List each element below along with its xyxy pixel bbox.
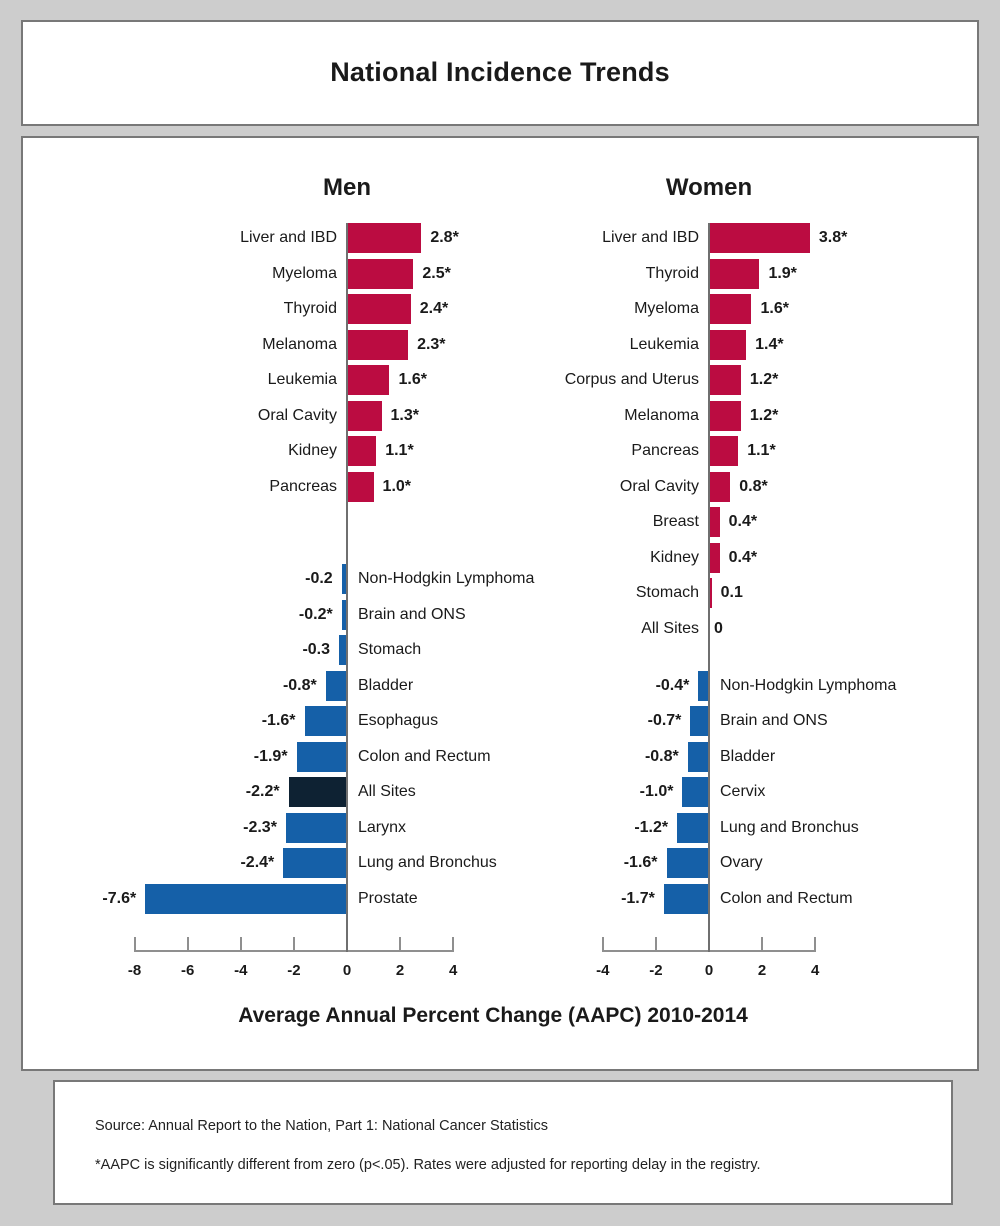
x-axis-tick-men-4 — [452, 937, 454, 950]
value-label-women-pancreas: 1.1* — [747, 442, 776, 459]
value-label-women-cervix: -1.0* — [639, 783, 674, 800]
category-label-men-myeloma: Myeloma — [272, 264, 337, 282]
bar-women-kidney — [709, 543, 720, 573]
category-label-women-bladder: Bladder — [720, 747, 776, 765]
value-label-women-bladder: -0.8* — [644, 747, 679, 765]
value-label-men-stomach: -0.3 — [302, 641, 331, 658]
value-label-women-ovary: -1.6* — [623, 854, 658, 871]
bar-women-brain-and-ons — [690, 706, 709, 736]
bar-women-cervix — [682, 777, 709, 807]
category-label-women-cervix: Cervix — [720, 783, 766, 800]
x-axis-tick-label-women-0: 0 — [704, 962, 714, 979]
x-axis-tick-men--4 — [240, 937, 242, 950]
x-axis-tick-label-women--4: -4 — [596, 962, 610, 979]
category-label-men-leukemia: Leukemia — [267, 371, 337, 388]
category-label-men-bladder: Bladder — [358, 676, 414, 694]
x-axis-tick-men--6 — [187, 937, 189, 950]
value-label-men-melanoma: 2.3* — [417, 335, 446, 353]
bar-women-leukemia — [709, 330, 746, 360]
value-label-women-leukemia: 1.4* — [755, 335, 784, 353]
value-label-women-liver-and-ibd: 3.8* — [818, 229, 848, 246]
x-axis-tick-women--4 — [602, 937, 604, 950]
value-label-men-prostate: -7.6* — [102, 889, 137, 907]
x-axis-tick-label-men--8: -8 — [127, 962, 142, 979]
bar-women-oral-cavity — [709, 472, 730, 502]
category-label-men-esophagus: Esophagus — [358, 712, 439, 729]
bar-women-breast — [709, 507, 720, 537]
category-label-men-kidney: Kidney — [288, 442, 337, 459]
category-label-men-colon-and-rectum: Colon and Rectum — [358, 747, 491, 765]
category-label-men-all-sites: All Sites — [358, 783, 416, 800]
x-axis-tick-label-men-2: 2 — [395, 962, 405, 979]
x-axis-line-men — [134, 950, 455, 952]
x-axis-tick-label-men--6: -6 — [181, 962, 195, 979]
bar-women-colon-and-rectum — [664, 884, 709, 914]
value-label-women-brain-and-ons: -0.7* — [647, 712, 682, 729]
chart-panel — [21, 136, 979, 1071]
value-label-men-thyroid: 2.4* — [419, 300, 449, 317]
category-label-women-oral-cavity: Oral Cavity — [619, 477, 699, 495]
value-label-women-thyroid: 1.9* — [768, 264, 797, 282]
footnote-text: *AAPC is significantly different from zero (p<.05). Rates were adjusted for reporting delay in the registry. — [95, 1157, 761, 1173]
category-label-women-corpus-and-uterus: Corpus and Uterus — [564, 371, 699, 388]
category-label-men-brain-and-ons: Brain and ONS — [358, 605, 466, 623]
category-label-men-liver-and-ibd: Liver and IBD — [240, 229, 337, 246]
category-label-men-stomach: Stomach — [358, 641, 422, 658]
value-label-men-larynx: -2.3* — [243, 818, 277, 836]
source-text: Source: Annual Report to the Nation, Part 1: National Cancer Statistics — [95, 1118, 548, 1134]
value-label-men-pancreas: 1.0* — [382, 477, 412, 495]
x-axis-tick-women--2 — [655, 937, 657, 950]
x-axis-tick-label-men-4: 4 — [449, 962, 458, 979]
x-axis-title: Average Annual Percent Change (AAPC) 2010-2014 — [238, 1004, 748, 1027]
page-title: National Incidence Trends — [330, 57, 670, 87]
category-label-women-colon-and-rectum: Colon and Rectum — [720, 889, 853, 907]
value-label-women-lung-and-bronchus: -1.2* — [634, 818, 669, 836]
value-label-men-non-hodgkin-lymphoma: -0.2 — [305, 570, 333, 587]
chart-title-men: Men — [323, 174, 371, 201]
value-label-men-colon-and-rectum: -1.9* — [253, 747, 288, 765]
value-label-men-brain-and-ons: -0.2* — [298, 605, 333, 623]
x-axis-tick-label-men--4: -4 — [234, 962, 248, 979]
value-label-women-colon-and-rectum: -1.7* — [621, 889, 655, 907]
value-label-women-stomach: 0.1 — [720, 584, 743, 601]
category-label-women-kidney: Kidney — [650, 548, 699, 566]
value-label-men-myeloma: 2.5* — [422, 264, 451, 282]
category-label-women-thyroid: Thyroid — [645, 264, 699, 282]
bar-women-bladder — [688, 742, 709, 772]
x-axis-tick-men--8 — [134, 937, 136, 950]
category-label-women-breast: Breast — [652, 513, 699, 530]
value-label-women-corpus-and-uterus: 1.2* — [749, 371, 779, 388]
bar-women-lung-and-bronchus — [677, 813, 709, 843]
category-label-women-all-sites: All Sites — [641, 619, 699, 637]
category-label-women-stomach: Stomach — [635, 584, 699, 601]
x-axis-tick-label-men-0: 0 — [342, 962, 352, 979]
category-label-men-lung-and-bronchus: Lung and Bronchus — [358, 854, 497, 871]
x-axis-tick-men--2 — [293, 937, 295, 950]
category-label-women-myeloma: Myeloma — [634, 300, 699, 317]
x-axis-tick-label-women-4: 4 — [811, 962, 820, 979]
x-axis-tick-label-women--2: -2 — [649, 962, 663, 979]
bar-women-melanoma — [709, 401, 741, 431]
value-label-women-oral-cavity: 0.8* — [739, 477, 768, 495]
x-axis-tick-women-2 — [761, 937, 763, 950]
category-label-women-melanoma: Melanoma — [624, 406, 699, 424]
bar-women-thyroid — [709, 259, 759, 289]
chart-title-women: Women — [665, 174, 753, 201]
value-label-women-kidney: 0.4* — [728, 548, 758, 566]
category-label-men-prostate: Prostate — [358, 889, 418, 907]
category-label-women-lung-and-bronchus: Lung and Bronchus — [720, 818, 859, 836]
category-label-men-larynx: Larynx — [358, 818, 407, 836]
bar-women-ovary — [667, 848, 709, 878]
bar-women-corpus-and-uterus — [709, 365, 741, 395]
value-label-men-kidney: 1.1* — [385, 442, 414, 459]
x-axis-tick-men-2 — [399, 937, 401, 950]
bar-women-pancreas — [709, 436, 738, 466]
value-label-men-leukemia: 1.6* — [398, 371, 427, 388]
value-label-men-lung-and-bronchus: -2.4* — [240, 854, 275, 871]
category-label-men-non-hodgkin-lymphoma: Non-Hodgkin Lymphoma — [358, 570, 535, 587]
category-label-women-pancreas: Pancreas — [631, 442, 699, 459]
category-label-women-non-hodgkin-lymphoma: Non-Hodgkin Lymphoma — [720, 676, 897, 694]
category-label-men-oral-cavity: Oral Cavity — [257, 406, 337, 424]
category-label-men-pancreas: Pancreas — [269, 477, 337, 495]
category-label-women-brain-and-ons: Brain and ONS — [720, 712, 828, 729]
title-panel — [21, 20, 979, 126]
x-axis-tick-label-women-2: 2 — [757, 962, 767, 979]
category-label-women-leukemia: Leukemia — [629, 335, 699, 353]
category-label-men-melanoma: Melanoma — [262, 335, 337, 353]
value-label-men-bladder: -0.8* — [282, 676, 317, 694]
x-axis-tick-women-4 — [814, 937, 816, 950]
zero-axis-line-women — [708, 223, 710, 952]
value-label-men-esophagus: -1.6* — [261, 712, 296, 729]
x-axis-tick-label-men--2: -2 — [287, 962, 301, 979]
value-label-women-all-sites: 0 — [714, 619, 723, 637]
value-label-women-breast: 0.4* — [728, 513, 758, 530]
value-label-women-myeloma: 1.6* — [760, 300, 789, 317]
category-label-women-ovary: Ovary — [720, 854, 763, 871]
value-label-men-liver-and-ibd: 2.8* — [430, 229, 459, 246]
category-label-men-thyroid: Thyroid — [283, 300, 337, 317]
value-label-women-non-hodgkin-lymphoma: -0.4* — [655, 676, 690, 694]
bar-women-myeloma — [709, 294, 751, 324]
value-label-men-all-sites: -2.2* — [245, 783, 280, 800]
bar-women-liver-and-ibd — [709, 223, 810, 253]
footer-panel — [53, 1080, 953, 1205]
zero-axis-line-men — [346, 223, 348, 952]
value-label-women-melanoma: 1.2* — [749, 406, 779, 424]
category-label-women-liver-and-ibd: Liver and IBD — [602, 229, 699, 246]
value-label-men-oral-cavity: 1.3* — [390, 406, 419, 424]
